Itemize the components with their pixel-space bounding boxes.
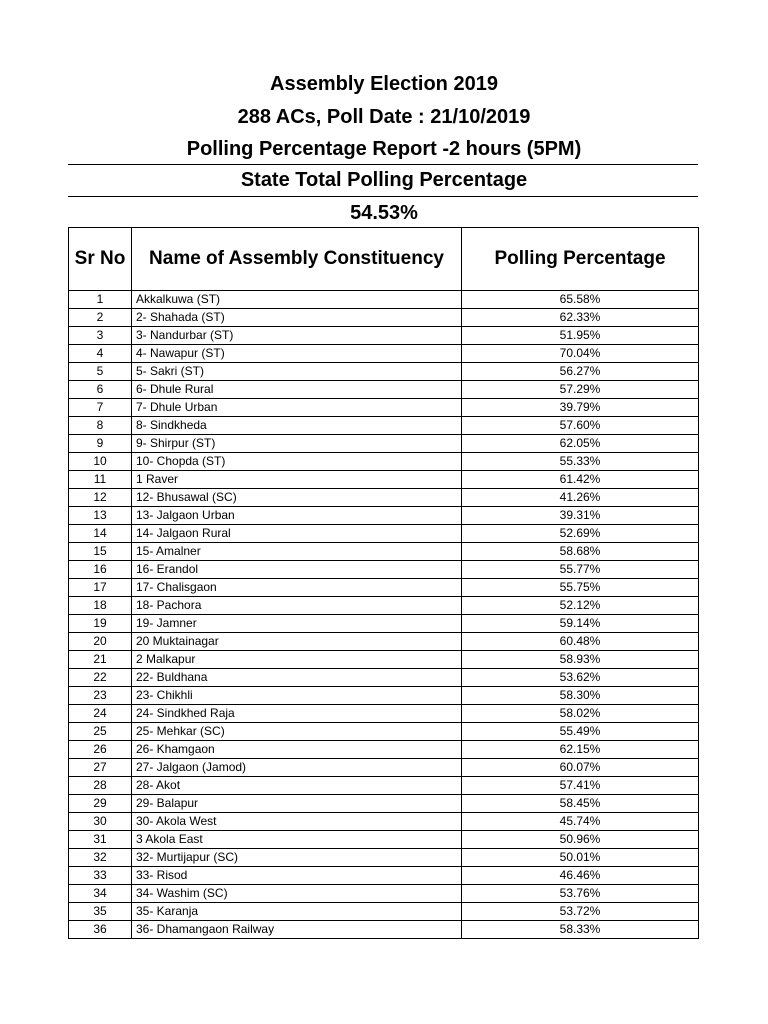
sr-cell: 30	[69, 813, 132, 831]
percentage-cell: 57.29%	[462, 381, 699, 399]
constituency-cell: 4- Nawapur (ST)	[132, 345, 462, 363]
table-row	[69, 489, 699, 507]
sr-cell: 26	[69, 741, 132, 759]
percentage-cell: 60.48%	[462, 633, 699, 651]
table-row	[69, 885, 699, 903]
table-row	[69, 921, 699, 939]
constituency-cell: 20 Muktainagar	[132, 633, 462, 651]
percentage-cell: 58.93%	[462, 651, 699, 669]
constituency-cell: 7- Dhule Urban	[132, 399, 462, 417]
sr-cell: 11	[69, 471, 132, 489]
percentage-cell: 52.12%	[462, 597, 699, 615]
constituency-cell: 15- Amalner	[132, 543, 462, 561]
table-row	[69, 723, 699, 741]
constituency-cell: 8- Sindkheda	[132, 417, 462, 435]
sr-cell: 34	[69, 885, 132, 903]
constituency-cell: 35- Karanja	[132, 903, 462, 921]
table-row	[69, 651, 699, 669]
constituency-cell: 17- Chalisgaon	[132, 579, 462, 597]
sr-cell: 1	[69, 291, 132, 309]
constituency-cell: 24- Sindkhed Raja	[132, 705, 462, 723]
table-row	[69, 669, 699, 687]
table-row	[69, 831, 699, 849]
constituency-cell: 9- Shirpur (ST)	[132, 435, 462, 453]
percentage-cell: 39.31%	[462, 507, 699, 525]
table-row	[69, 417, 699, 435]
sr-cell: 16	[69, 561, 132, 579]
sr-cell: 5	[69, 363, 132, 381]
percentage-cell: 59.14%	[462, 615, 699, 633]
sr-cell: 27	[69, 759, 132, 777]
percentage-cell: 55.49%	[462, 723, 699, 741]
sr-cell: 33	[69, 867, 132, 885]
sr-cell: 35	[69, 903, 132, 921]
table-row	[69, 903, 699, 921]
constituency-cell: 19- Jamner	[132, 615, 462, 633]
constituency-cell: 18- Pachora	[132, 597, 462, 615]
column-header-polling-percentage: Polling Percentage	[462, 228, 699, 291]
percentage-cell: 53.76%	[462, 885, 699, 903]
constituency-cell: 28- Akot	[132, 777, 462, 795]
state-total-label: State Total Polling Percentage	[240, 169, 528, 191]
sr-cell: 32	[69, 849, 132, 867]
percentage-cell: 53.62%	[462, 669, 699, 687]
table-row	[69, 435, 699, 453]
percentage-cell: 57.60%	[462, 417, 699, 435]
table-row	[69, 381, 699, 399]
percentage-cell: 55.77%	[462, 561, 699, 579]
table-row	[69, 309, 699, 327]
percentage-cell: 58.02%	[462, 705, 699, 723]
table-row	[69, 507, 699, 525]
constituency-cell: 33- Risod	[132, 867, 462, 885]
percentage-cell: 53.72%	[462, 903, 699, 921]
constituency-cell: 2- Shahada (ST)	[132, 309, 462, 327]
table-row	[69, 453, 699, 471]
percentage-cell: 62.33%	[462, 309, 699, 327]
percentage-cell: 58.68%	[462, 543, 699, 561]
sr-cell: 17	[69, 579, 132, 597]
constituency-cell: 3 Akola East	[132, 831, 462, 849]
sr-cell: 14	[69, 525, 132, 543]
percentage-cell: 58.33%	[462, 921, 699, 939]
sr-cell: 19	[69, 615, 132, 633]
sr-cell: 21	[69, 651, 132, 669]
constituency-cell: 1 Raver	[132, 471, 462, 489]
percentage-cell: 55.33%	[462, 453, 699, 471]
percentage-cell: 51.95%	[462, 327, 699, 345]
table-row	[69, 741, 699, 759]
sr-cell: 7	[69, 399, 132, 417]
table-row	[69, 849, 699, 867]
table-row	[69, 345, 699, 363]
sr-cell: 15	[69, 543, 132, 561]
constituency-cell: 14- Jalgaon Rural	[132, 525, 462, 543]
table-row	[69, 363, 699, 381]
constituency-cell: 29- Balapur	[132, 795, 462, 813]
constituency-cell: 13- Jalgaon Urban	[132, 507, 462, 525]
percentage-cell: 39.79%	[462, 399, 699, 417]
table-row	[69, 579, 699, 597]
column-header-constituency: Name of Assembly Constituency	[132, 228, 462, 291]
sr-cell: 3	[69, 327, 132, 345]
sr-cell: 2	[69, 309, 132, 327]
table-row	[69, 471, 699, 489]
sr-cell: 36	[69, 921, 132, 939]
percentage-cell: 62.15%	[462, 741, 699, 759]
constituency-cell: 5- Sakri (ST)	[132, 363, 462, 381]
constituency-cell: 34- Washim (SC)	[132, 885, 462, 903]
percentage-cell: 50.96%	[462, 831, 699, 849]
constituency-cell: 16- Erandol	[132, 561, 462, 579]
percentage-cell: 41.26%	[462, 489, 699, 507]
table-row	[69, 543, 699, 561]
sr-cell: 23	[69, 687, 132, 705]
sr-cell: 29	[69, 795, 132, 813]
constituency-cell: 27- Jalgaon (Jamod)	[132, 759, 462, 777]
sr-cell: 10	[69, 453, 132, 471]
table-row	[69, 615, 699, 633]
polling-table	[68, 227, 699, 939]
table-row	[69, 687, 699, 705]
constituency-cell: 30- Akola West	[132, 813, 462, 831]
sr-cell: 22	[69, 669, 132, 687]
sr-cell: 6	[69, 381, 132, 399]
table-row	[69, 795, 699, 813]
column-header-sr-no: Sr No	[69, 228, 132, 291]
divider-line	[68, 164, 698, 165]
divider-line	[68, 196, 698, 197]
poll-info: 288 ACs, Poll Date : 21/10/2019	[237, 106, 531, 128]
percentage-cell: 70.04%	[462, 345, 699, 363]
table-row	[69, 525, 699, 543]
table-row	[69, 327, 699, 345]
percentage-cell: 45.74%	[462, 813, 699, 831]
constituency-cell: 22- Buldhana	[132, 669, 462, 687]
report-title: Assembly Election 2019	[270, 73, 498, 95]
percentage-cell: 52.69%	[462, 525, 699, 543]
constituency-cell: 12- Bhusawal (SC)	[132, 489, 462, 507]
sr-cell: 18	[69, 597, 132, 615]
percentage-cell: 61.42%	[462, 471, 699, 489]
sr-cell: 28	[69, 777, 132, 795]
percentage-cell: 58.45%	[462, 795, 699, 813]
constituency-cell: 3- Nandurbar (ST)	[132, 327, 462, 345]
sr-cell: 24	[69, 705, 132, 723]
percentage-cell: 58.30%	[462, 687, 699, 705]
table-row	[69, 597, 699, 615]
constituency-cell: 6- Dhule Rural	[132, 381, 462, 399]
constituency-cell: 10- Chopda (ST)	[132, 453, 462, 471]
table-row	[69, 399, 699, 417]
percentage-cell: 57.41%	[462, 777, 699, 795]
sr-cell: 12	[69, 489, 132, 507]
sr-cell: 13	[69, 507, 132, 525]
table-row	[69, 759, 699, 777]
percentage-cell: 65.58%	[462, 291, 699, 309]
table-row	[69, 867, 699, 885]
percentage-cell: 60.07%	[462, 759, 699, 777]
percentage-cell: 50.01%	[462, 849, 699, 867]
table-header-row	[69, 228, 699, 291]
constituency-cell: 25- Mehkar (SC)	[132, 723, 462, 741]
table-row	[69, 561, 699, 579]
report-subtitle: Polling Percentage Report -2 hours (5PM)	[186, 138, 582, 160]
sr-cell: 25	[69, 723, 132, 741]
percentage-cell: 55.75%	[462, 579, 699, 597]
sr-cell: 20	[69, 633, 132, 651]
constituency-cell: 23- Chikhli	[132, 687, 462, 705]
table-row	[69, 633, 699, 651]
constituency-cell: 26- Khamgaon	[132, 741, 462, 759]
sr-cell: 31	[69, 831, 132, 849]
percentage-cell: 56.27%	[462, 363, 699, 381]
table-body	[69, 291, 699, 939]
constituency-cell: 36- Dhamangaon Railway	[132, 921, 462, 939]
table-row	[69, 813, 699, 831]
sr-cell: 9	[69, 435, 132, 453]
table-row	[69, 705, 699, 723]
sr-cell: 8	[69, 417, 132, 435]
constituency-cell: 32- Murtijapur (SC)	[132, 849, 462, 867]
constituency-cell: 2 Malkapur	[132, 651, 462, 669]
constituency-cell: Akkalkuwa (ST)	[132, 291, 462, 309]
percentage-cell: 46.46%	[462, 867, 699, 885]
table-row	[69, 291, 699, 309]
sr-cell: 4	[69, 345, 132, 363]
state-total-value: 54.53%	[350, 202, 418, 224]
percentage-cell: 62.05%	[462, 435, 699, 453]
table-row	[69, 777, 699, 795]
